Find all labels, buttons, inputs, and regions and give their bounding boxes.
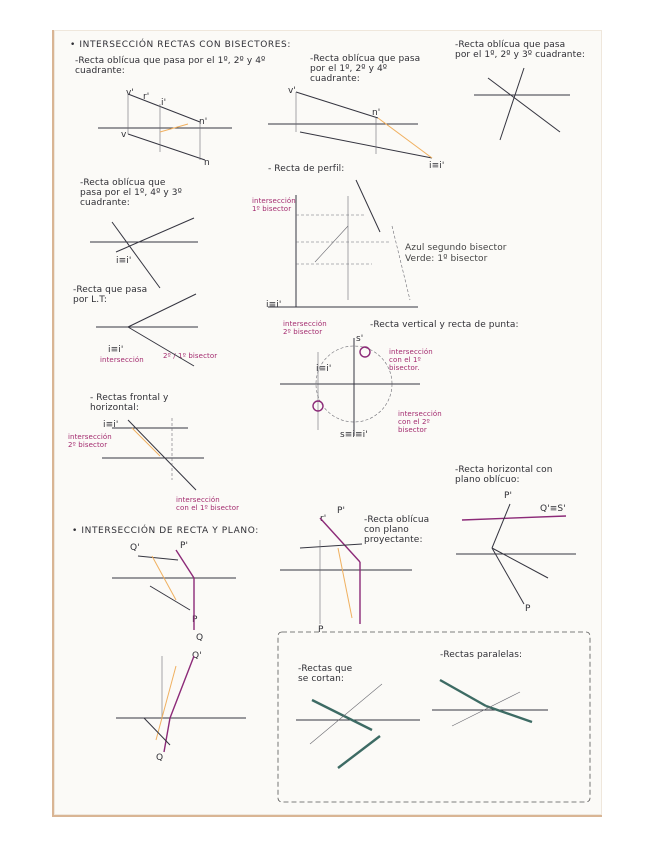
figure-plane-1 bbox=[112, 550, 236, 630]
point-ii-c: i≡i' bbox=[116, 256, 132, 266]
point-Q1: Q' bbox=[130, 543, 140, 553]
point-n1: n' bbox=[199, 117, 208, 127]
point-P1-c: P' bbox=[504, 491, 513, 501]
label-oblique-124: -Recta oblícua que pasa por el 1º, 2º y 4º cuadrante: bbox=[75, 56, 266, 76]
figure-oblique-124-b bbox=[268, 92, 432, 158]
label-crossing-lines: -Rectas que se cortan: bbox=[298, 664, 353, 684]
point-v1-b: v' bbox=[288, 86, 297, 96]
label-lt: -Recta que pasa por L.T: bbox=[73, 285, 148, 305]
label-vertical-punta: -Recta vertical y recta de punta: bbox=[370, 320, 519, 330]
note-bisector-colors: Azul segundo bisector Verde: 1º bisector bbox=[405, 243, 507, 264]
point-ii-b: i≡i' bbox=[429, 161, 445, 171]
point-n: n bbox=[204, 158, 210, 168]
figure-vertical-punta bbox=[280, 338, 420, 436]
point-r1: r' bbox=[143, 92, 150, 102]
point-v: v bbox=[121, 130, 127, 140]
figure-plane-3 bbox=[456, 504, 576, 604]
point-P-c: P bbox=[525, 604, 531, 614]
label-oblique-projecting-plane: -Recta oblícua con plano proyectante: bbox=[364, 515, 430, 545]
figure-profile-line bbox=[268, 180, 418, 307]
point-ii-lt: i≡i' bbox=[108, 345, 124, 355]
figure-lt-line bbox=[96, 294, 198, 366]
point-r1-b: r' bbox=[320, 514, 327, 524]
figure-oblique-123 bbox=[474, 68, 570, 140]
label-profile: - Recta de perfil: bbox=[268, 164, 345, 174]
point-P1: P' bbox=[180, 541, 189, 551]
point-Q1-d: Q' bbox=[192, 651, 202, 661]
figure-parallel-lines bbox=[432, 680, 548, 726]
label-parallel-lines: -Rectas paralelas: bbox=[440, 650, 523, 660]
note-int-2-bisector-frontal: intersección 2º bisector bbox=[68, 433, 112, 449]
point-ii-profile: i≡i' bbox=[266, 300, 282, 310]
note-int-lt-1: intersección bbox=[100, 356, 144, 364]
point-n1-b: n' bbox=[372, 108, 381, 118]
point-Q-d: Q bbox=[156, 753, 164, 763]
point-s1: s' bbox=[356, 334, 364, 344]
label-oblique-124-b: -Recta oblícua que pasa por el 1º, 2º y 4º cuadrante: bbox=[310, 54, 421, 84]
note-int-1-bisector-horizontal: intersección con el 1º bisector bbox=[176, 496, 240, 512]
note-int-1-bisector-profile: intersección 1º bisector bbox=[252, 197, 296, 213]
figure-plane-4 bbox=[116, 656, 246, 752]
label-horizontal-oblique-plane: -Recta horizontal con plano oblícuo: bbox=[455, 465, 553, 485]
point-v1: v' bbox=[126, 88, 135, 98]
point-P-b: P bbox=[318, 625, 324, 635]
point-P1-b: P' bbox=[337, 506, 346, 516]
figure-frontal-horizontal bbox=[102, 418, 204, 490]
heading-bisectors: • INTERSECCIÓN RECTAS CON BISECTORES: bbox=[70, 40, 291, 50]
point-Q25: Q'≡S' bbox=[540, 504, 566, 514]
figure-oblique-124 bbox=[98, 94, 232, 160]
point-ii-vertical: i≡i' bbox=[316, 364, 332, 374]
figure-crossing-lines bbox=[296, 684, 420, 768]
figure-plane-2 bbox=[280, 518, 412, 624]
figure-oblique-143 bbox=[90, 218, 198, 288]
point-P: P bbox=[192, 615, 198, 625]
note-int-2-bisector-profile: intersección 2º bisector bbox=[283, 320, 327, 336]
label-oblique-143: -Recta oblícua que pasa por el 1º, 4º y 3º cuadrante: bbox=[80, 178, 182, 208]
note-int-2-bisector-punta: intersección con el 2º bisector bbox=[398, 410, 442, 434]
point-i1: i' bbox=[161, 98, 167, 108]
note-int-lt-2: 2º / 1º bisector bbox=[163, 352, 218, 360]
point-Q: Q bbox=[196, 633, 204, 643]
point-ss: s≡i≡i' bbox=[340, 430, 368, 440]
note-int-1-bisector-vertical: intersección con el 1º bisector. bbox=[389, 348, 433, 372]
point-ii-frontal: i≡i' bbox=[103, 420, 119, 430]
heading-plane: • INTERSECCIÓN DE RECTA Y PLANO: bbox=[72, 526, 259, 536]
dashed-frame bbox=[278, 632, 590, 802]
label-frontal-horizontal: - Rectas frontal y horizontal: bbox=[90, 393, 169, 413]
label-oblique-123: -Recta oblícua que pasa por el 1º, 2º y 3º cuadrante: bbox=[455, 40, 586, 60]
